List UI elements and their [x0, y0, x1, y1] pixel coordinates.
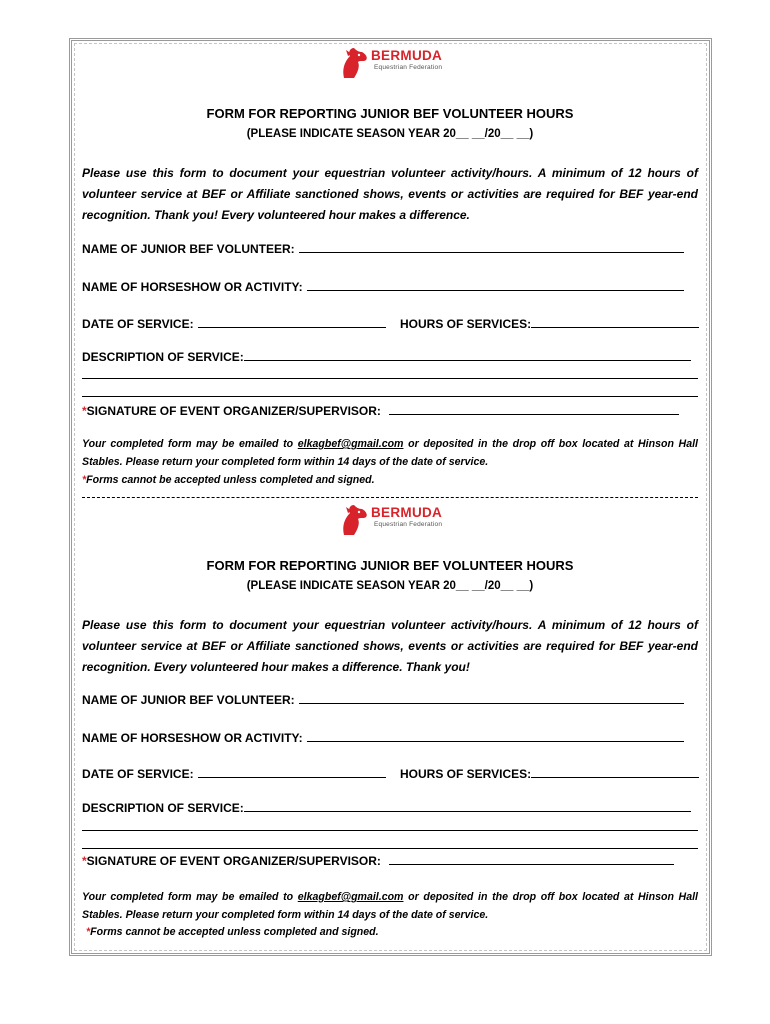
signature-line[interactable] — [389, 403, 679, 415]
horse-head-icon — [338, 46, 370, 80]
warning-note — [86, 923, 702, 941]
description-line-2[interactable] — [82, 378, 698, 379]
signature-label: SIGNATURE OF EVENT ORGANIZER/SUPERVISOR: — [86, 854, 381, 868]
horseshow-label: NAME OF HORSESHOW OR ACTIVITY: — [82, 731, 303, 745]
horseshow-line[interactable] — [307, 730, 684, 742]
date-line[interactable] — [198, 766, 386, 778]
note-text-end: or deposited in the drop off box located at Hinson Hall Stables. Please return your completed form within 14 days of the date of service. — [82, 438, 698, 468]
intro-text: Please use this form to document your equestrian volunteer activity/hours. A minimum of 12 hours of volunteer service at BEF or Affiliate sanctioned shows, events or activities are required for BEF year-end recognition. Every volunteered hour makes a difference. Thank you! — [82, 618, 698, 674]
description-line[interactable] — [244, 800, 691, 812]
signature-line[interactable] — [389, 853, 674, 865]
horseshow-label: NAME OF HORSESHOW OR ACTIVITY: — [82, 280, 303, 294]
form-title: FORM FOR REPORTING JUNIOR BEF VOLUNTEER HOURS — [206, 558, 574, 573]
hours-field[interactable] — [400, 766, 699, 781]
description-label: DESCRIPTION OF SERVICE: — [82, 350, 244, 364]
volunteer-name-line[interactable] — [299, 241, 684, 253]
hours-line[interactable] — [531, 766, 699, 778]
date-label: DATE OF SERVICE: — [82, 317, 194, 331]
form-title: FORM FOR REPORTING JUNIOR BEF VOLUNTEER HOURS — [206, 106, 574, 121]
logo-brand: BERMUDA — [371, 48, 443, 63]
date-label: DATE OF SERVICE: — [82, 767, 194, 781]
bermuda-logo — [338, 46, 448, 80]
submission-note — [82, 888, 698, 924]
description-line-3[interactable] — [82, 848, 698, 849]
volunteer-name-label: NAME OF JUNIOR BEF VOLUNTEER: — [82, 242, 295, 256]
warning-star: * — [82, 474, 87, 486]
logo-subtitle: Equestrian Federation — [374, 64, 443, 71]
description-line-3[interactable] — [82, 396, 698, 397]
date-field[interactable] — [82, 766, 386, 781]
volunteer-name-label: NAME OF JUNIOR BEF VOLUNTEER: — [82, 693, 295, 707]
horseshow-field[interactable] — [82, 279, 684, 294]
description-line[interactable] — [244, 349, 691, 361]
intro-text: Please use this form to document your equestrian volunteer activity/hours. A minimum of 12 hours of volunteer service at BEF or Affiliate sanctioned shows, events or activities are required for BEF year-end recognition. Thank you! Every volunteered hour makes a difference. — [82, 166, 698, 222]
hours-field[interactable] — [400, 316, 699, 331]
logo-subtitle: Equestrian Federation — [374, 521, 443, 528]
email-link[interactable]: elkagbef@gmail.com — [297, 438, 404, 450]
season-year: (PLEASE INDICATE SEASON YEAR 20__ __/20__ __) — [246, 128, 534, 140]
warning-text: Forms cannot be accepted unless completed and signed. — [86, 474, 375, 486]
horseshow-line[interactable] — [307, 279, 684, 291]
volunteer-name-field[interactable] — [82, 241, 684, 256]
warning-note — [82, 471, 698, 489]
email-link[interactable]: elkagbef@gmail.com — [297, 891, 404, 903]
signature-field[interactable] — [82, 403, 679, 418]
hours-label: HOURS OF SERVICES: — [400, 767, 532, 781]
warning-star: * — [86, 926, 91, 938]
warning-text: Forms cannot be accepted unless completed and signed. — [90, 926, 379, 938]
note-text-start: Your completed form may be emailed to — [82, 438, 298, 450]
signature-label: SIGNATURE OF EVENT ORGANIZER/SUPERVISOR: — [86, 404, 381, 418]
bermuda-logo — [338, 503, 448, 537]
horse-head-icon — [338, 503, 370, 537]
volunteer-name-field[interactable] — [82, 692, 684, 707]
description-line-2[interactable] — [82, 830, 698, 831]
note-text-end: or deposited in the drop off box located at Hinson Hall Stables. Please return your completed form within 14 days of the date of service. — [82, 891, 698, 921]
description-field[interactable] — [82, 800, 691, 815]
logo-brand: BERMUDA — [371, 505, 443, 520]
description-field[interactable] — [82, 349, 691, 364]
volunteer-name-line[interactable] — [299, 692, 684, 704]
description-label: DESCRIPTION OF SERVICE: — [82, 801, 244, 815]
signature-star: * — [82, 404, 87, 418]
cut-line — [82, 497, 698, 498]
date-field[interactable] — [82, 316, 386, 331]
hours-line[interactable] — [531, 316, 699, 328]
season-year: (PLEASE INDICATE SEASON YEAR 20__ __/20__ __) — [246, 580, 534, 592]
signature-star: * — [82, 854, 87, 868]
hours-label: HOURS OF SERVICES: — [400, 317, 532, 331]
date-line[interactable] — [198, 316, 386, 328]
note-text-start: Your completed form may be emailed to — [82, 891, 298, 903]
submission-note — [82, 435, 698, 471]
horseshow-field[interactable] — [82, 730, 684, 745]
signature-field[interactable] — [82, 853, 674, 868]
